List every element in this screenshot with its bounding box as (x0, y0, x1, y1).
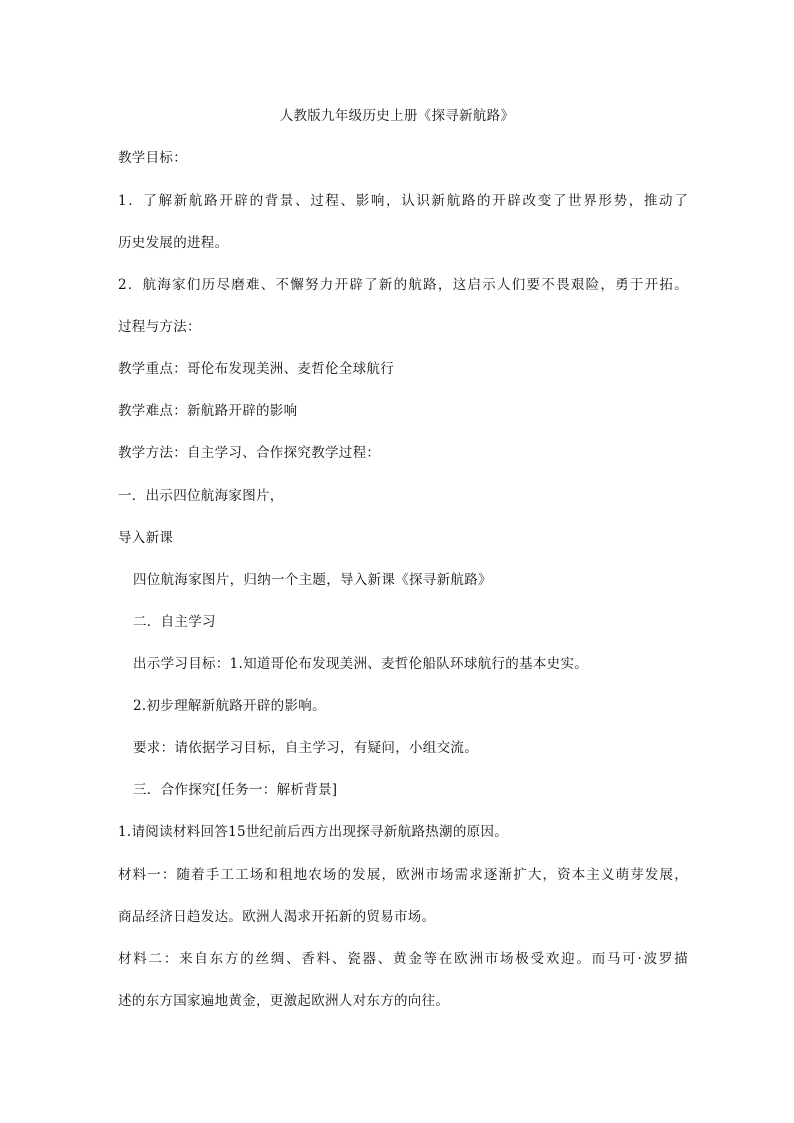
paragraph-line: 2．航海家们历尽磨难、不懈努力开辟了新的航路，这启示人们要不畏艰险，勇于开拓。 (118, 277, 688, 293)
paragraph-line: 历史发展的进程。 (118, 235, 229, 251)
teaching-key-point: 教学重点：哥伦布发现美洲、麦哲伦全球航行 (118, 361, 394, 377)
material-one: 材料一：随着手工工场和租地农场的发展，欧洲市场需求逐渐扩大，资本主义萌芽发展， (118, 867, 688, 883)
learning-goals: 出示学习目标：1.知道哥伦布发现美洲、麦哲伦船队环球航行的基本史实。 (133, 656, 589, 672)
material-two: 材料二：来自东方的丝绸、香料、瓷器、黄金等在欧洲市场极受欢迎。而马可·波罗描 (118, 951, 688, 967)
paragraph-line: 述的东方国家遍地黄金，更激起欧洲人对东方的向往。 (118, 993, 450, 1009)
paragraph-line: 1．了解新航路开辟的背景、过程、影响，认识新航路的开辟改变了世界形势，推动了 (118, 193, 688, 209)
step-three-heading: 三．合作探究[任务一：解析背景] (133, 782, 338, 798)
step-one-heading: 一．出示四位航海家图片， (118, 488, 284, 504)
requirements: 要求：请依据学习目标，自主学习，有疑问，小组交流。 (133, 740, 478, 756)
teaching-method: 教学方法：自主学习、合作探究教学过程： (118, 445, 381, 461)
section-heading-process: 过程与方法： (118, 319, 201, 335)
section-heading-objectives: 教学目标： (118, 150, 187, 166)
question: 1.请阅读材料回答15世纪前后西方出现探寻新航路热潮的原因。 (118, 824, 509, 840)
paragraph-line: 商品经济日趋发达。欧洲人渴求开拓新的贸易市场。 (118, 909, 436, 925)
paragraph-line: 四位航海家图片，归纳一个主题，导入新课《探寻新航路》 (133, 572, 492, 588)
paragraph-line: 2.初步理解新航路开辟的影响。 (133, 698, 326, 714)
document-title: 人教版九年级历史上册《探寻新航路》 (279, 108, 515, 124)
teaching-difficulty: 教学难点：新航路开辟的影响 (118, 403, 298, 419)
step-two-heading: 二．自主学习 (133, 614, 216, 630)
paragraph-line: 导入新课 (118, 530, 174, 546)
